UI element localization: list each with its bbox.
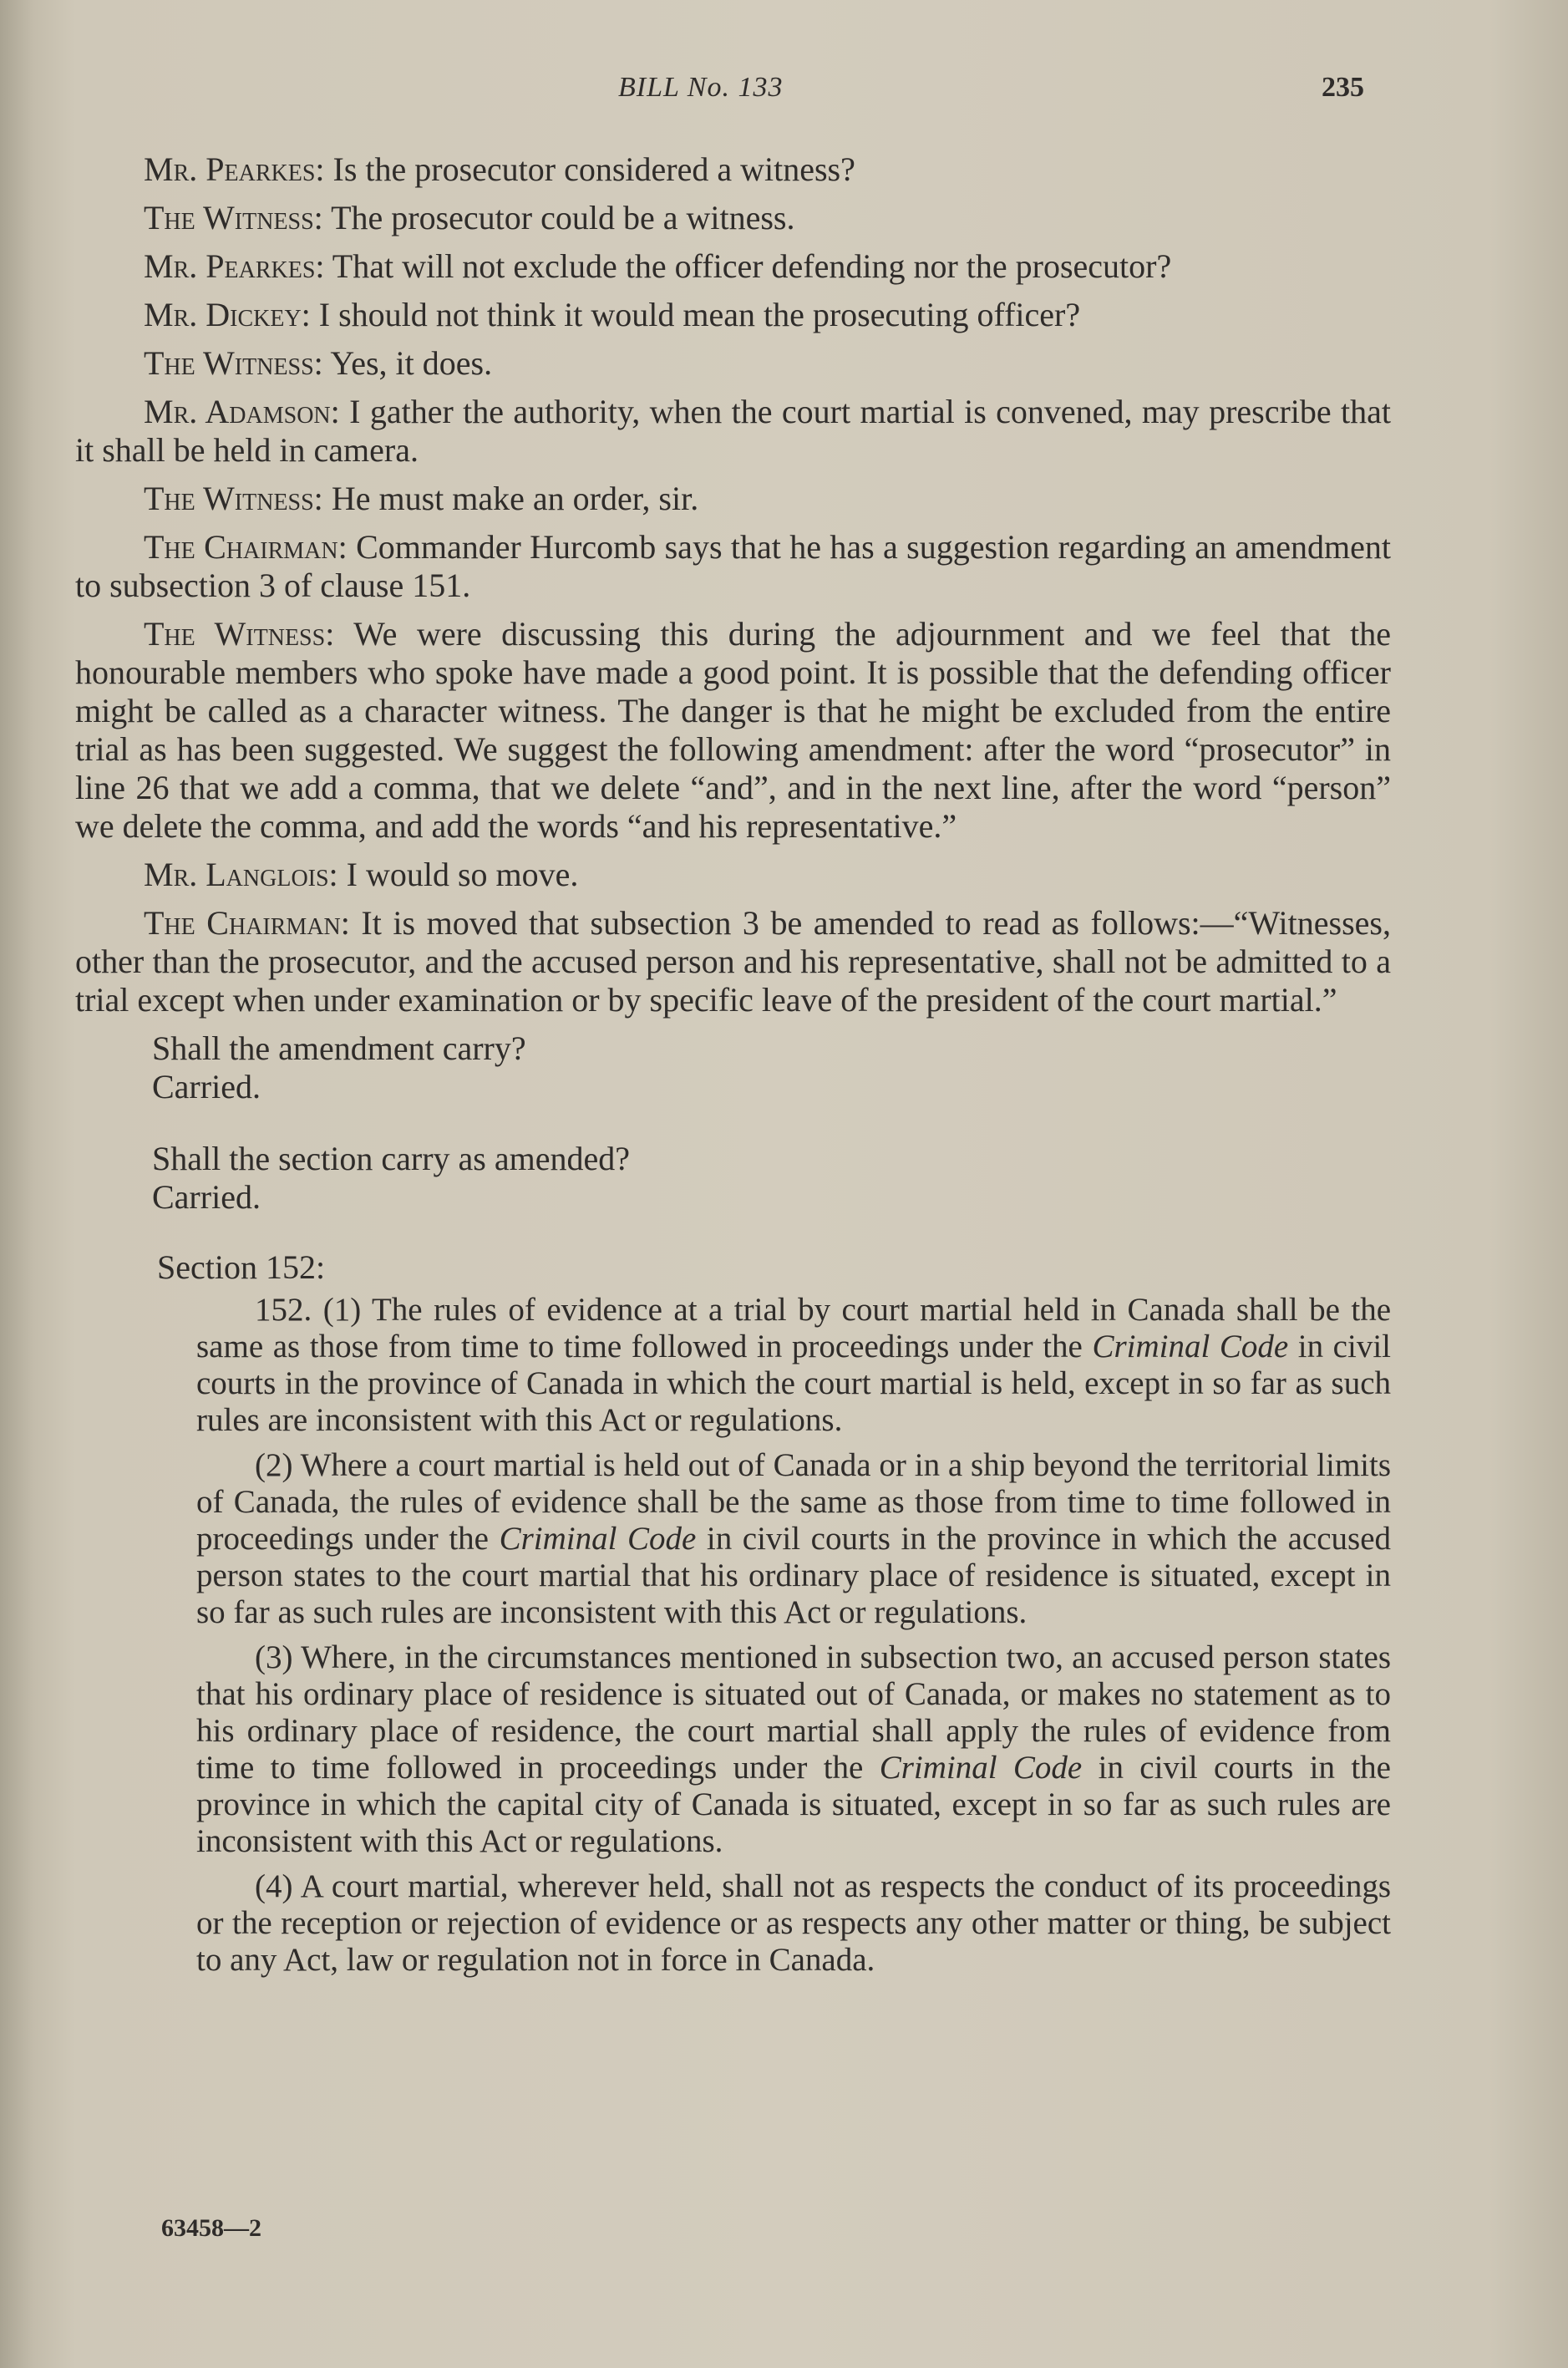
speech: The prosecutor could be a witness. bbox=[322, 199, 795, 236]
clause-paragraph bbox=[196, 1447, 1391, 1631]
speech: Commander Hurcomb says that he has a suggestion regarding an amendment to subsection 3 of clause 151. bbox=[75, 528, 1391, 604]
page-number: 235 bbox=[1322, 72, 1364, 103]
speech: We were discussing this during the adjournment and we feel that the honourable members who spoke have made a good point. It is possible that the defending officer might be called as a character witness. The danger is that he might be excluded from the entire trial as has been suggested. We suggest the following amendment: after the word “prosecutor” in line 26 that we add a comma, that we delete “and”, and in the next line, after the word “person” we delete the comma, and add the words “and his representative.” bbox=[75, 615, 1391, 845]
page-header bbox=[0, 72, 1568, 122]
speaker: The Chairman: bbox=[144, 528, 348, 566]
clause-text: (2) Where a court martial is held out of Canada or in a ship beyond the territorial limits of Canada, the rules of evidence shall be the same as those from time to time followed in proceedings under the bbox=[196, 1447, 1391, 1557]
speaker: The Witness: bbox=[144, 615, 335, 653]
vote-question: Shall the amendment carry? bbox=[152, 1029, 526, 1067]
speaker: Mr. Dickey: bbox=[144, 296, 311, 333]
clause-text: in civil courts in the province of Canada in which the court martial is held, except in so far as such rules are inconsistent with this Act or regulations. bbox=[196, 1329, 1392, 1438]
clause-text: (3) Where, in the circumstances mentioned in subsection two, an accused person states that his ordinary place of residence is situated out of Canada, or makes no statement as to his ordinary place of residence, the court martial shall apply the rules of evidence from time to time followed in proceedings under the bbox=[196, 1639, 1391, 1786]
exchange-paragraph bbox=[75, 344, 1391, 383]
clause-text: in civil courts in the province in which the accused person states to the court martial that his ordinary place of residence is situated, except in so far as such rules are inconsistent with this Act or regulations. bbox=[196, 1521, 1391, 1630]
speaker: Mr. Pearkes: bbox=[144, 247, 325, 285]
speech: I should not think it would mean the prosecuting officer? bbox=[310, 296, 1081, 333]
speech: That will not exclude the officer defending nor the prosecutor? bbox=[324, 247, 1172, 285]
vote-result: Carried. bbox=[152, 1068, 261, 1105]
exchange-paragraph bbox=[75, 393, 1391, 470]
exchange-paragraph bbox=[75, 150, 1391, 189]
speech: Is the prosecutor considered a witness? bbox=[324, 150, 855, 188]
speech: Yes, it does. bbox=[322, 344, 493, 382]
exchange-paragraph bbox=[75, 296, 1391, 334]
speaker: The Witness: bbox=[144, 344, 323, 382]
exchange-paragraph bbox=[75, 480, 1391, 518]
print-code: 63458—2 bbox=[161, 2214, 261, 2242]
speech: I would so move. bbox=[337, 856, 579, 893]
act-title: Criminal Code bbox=[499, 1521, 697, 1557]
clause-text: in civil courts in the province in which the capital city of Canada is situated, except in so far as such rules are inconsistent with this Act or regulations. bbox=[196, 1750, 1391, 1859]
vote-question: Shall the section carry as amended? bbox=[152, 1140, 630, 1177]
act-title: Criminal Code bbox=[879, 1750, 1083, 1786]
clause-paragraph bbox=[196, 1639, 1391, 1860]
clause-text: 152. (1) The rules of evidence at a trial by court martial held in Canada shall be the same as those from time to time followed in proceedings under the bbox=[196, 1292, 1391, 1364]
speaker: The Witness: bbox=[144, 480, 323, 517]
page-body bbox=[75, 150, 1391, 1987]
speaker: Mr. Adamson: bbox=[144, 393, 340, 430]
act-title: Criminal Code bbox=[1092, 1329, 1289, 1364]
speaker: Mr. Langlois: bbox=[144, 856, 338, 893]
exchange-paragraph bbox=[75, 856, 1391, 894]
exchange-paragraph bbox=[75, 199, 1391, 237]
speaker: Mr. Pearkes: bbox=[144, 150, 325, 188]
spacer bbox=[75, 1106, 1391, 1140]
clause-text: (4) A court martial, wherever held, shall not as respects the conduct of its proceedings or the reception or rejection of evidence or as respects any other matter or thing, be subject to any Act, law or regulation not in force in Canada. bbox=[196, 1868, 1391, 1978]
vote-result: Carried. bbox=[152, 1178, 261, 1216]
speech: He must make an order, sir. bbox=[322, 480, 699, 517]
exchange-paragraph bbox=[75, 247, 1391, 286]
clause-paragraph bbox=[196, 1868, 1391, 1979]
clause-paragraph bbox=[196, 1292, 1391, 1439]
speech: It is moved that subsection 3 be amended to read as follows:—“Witnesses, other than the prosecutor, and the accused person and his representative, shall not be admitted to a trial except when under examination or by specific leave of the president of the court martial.” bbox=[75, 904, 1391, 1019]
section-heading: Section 152: bbox=[157, 1248, 326, 1286]
running-head: BILL No. 133 bbox=[618, 72, 784, 103]
speech: I gather the authority, when the court martial is convened, may prescribe that it shall be held in camera. bbox=[75, 393, 1392, 469]
exchange-paragraph bbox=[75, 615, 1391, 846]
exchange-paragraph bbox=[75, 528, 1391, 605]
speaker: The Witness: bbox=[144, 199, 323, 236]
exchange-paragraph bbox=[75, 904, 1391, 1019]
speaker: The Chairman: bbox=[144, 904, 350, 942]
